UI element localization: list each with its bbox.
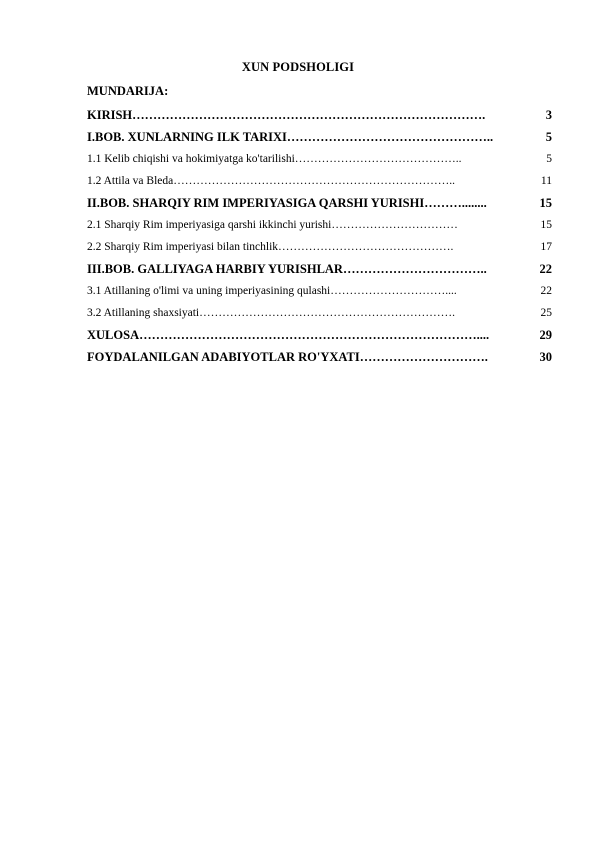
toc-page-number: 11 [540, 175, 552, 187]
toc-leader-dots: ………........ [424, 196, 487, 210]
toc-entry-text: 2.2 Sharqiy Rim imperiyasi bilan tinchlik [87, 241, 279, 253]
toc-leader-dots: ……………………………………………………………….. [173, 175, 455, 187]
toc-entry-text: XULOSA [87, 328, 140, 342]
toc-leader-dots: ………………………………………….. [286, 130, 494, 144]
toc-entry-text: I.BOB. XUNLARNING ILK TARIXI [87, 130, 287, 144]
toc-page-number: 22 [539, 262, 552, 276]
toc-leader-dots: …………………………. [359, 350, 488, 364]
toc-entry-kirish [87, 104, 552, 126]
toc-page-number: 29 [539, 328, 552, 342]
toc-entry-section-2-1 [87, 214, 552, 236]
toc-page-number: 17 [540, 241, 552, 253]
toc-page-number: 30 [539, 350, 552, 364]
toc-leader-dots: ………………………….... [330, 285, 457, 297]
toc-entry-text: 1.1 Kelib chiqishi va hokimiyatga ko'tarilishi [87, 153, 295, 165]
toc-leader-dots: ……………………………………………………………………….... [139, 328, 490, 342]
toc-entry-text: 1.2 Attila va Bleda [87, 175, 174, 187]
toc-entry-section-2-2 [87, 236, 552, 258]
document-title: XUN PODSHOLIGI [241, 60, 355, 74]
toc-page-number: 5 [545, 130, 552, 144]
toc-leader-dots: …………………………………………………………………………. [132, 108, 486, 122]
toc-entry-text: KIRISH [87, 108, 133, 122]
table-of-contents [87, 104, 552, 368]
toc-entry-section-3-2 [87, 302, 552, 324]
toc-page-number: 15 [540, 219, 552, 231]
toc-entry-section-1-1 [87, 148, 552, 170]
toc-entry-text: 3.1 Atillaning o'limi va uning imperiyasining qulashi [87, 285, 331, 297]
toc-leader-dots: ………………………………………. [278, 241, 454, 253]
toc-entry-references [87, 346, 552, 368]
toc-entry-section-1-2 [87, 170, 552, 192]
toc-entry-text: 3.2 Atillaning shaxsiyati [87, 307, 200, 319]
toc-page-number: 15 [539, 196, 552, 210]
toc-leader-dots: …………………………… [331, 219, 458, 231]
toc-leader-dots: …………………………….. [342, 262, 487, 276]
toc-page-number: 3 [545, 108, 552, 122]
toc-entry-section-3-1 [87, 280, 552, 302]
toc-heading: MUNDARIJA: [87, 84, 169, 98]
toc-entry-text: FOYDALANILGAN ADABIYOTLAR RO'YXATI [87, 350, 360, 364]
toc-entry-xulosa [87, 324, 552, 346]
toc-entry-chapter-3 [87, 258, 552, 280]
toc-entry-text: 2.1 Sharqiy Rim imperiyasiga qarshi ikkinchi yurishi [87, 219, 332, 231]
toc-entry-text: II.BOB. SHARQIY RIM IMPERIYASIGA QARSHI YURISHI [87, 196, 425, 210]
toc-entry-chapter-1 [87, 126, 552, 148]
toc-page-number: 25 [540, 307, 552, 319]
toc-entry-chapter-2 [87, 192, 552, 214]
toc-leader-dots: …………………………………………………………. [199, 307, 455, 319]
toc-leader-dots: …………………………………….. [294, 153, 462, 165]
toc-page-number: 5 [546, 153, 552, 165]
toc-entry-text: III.BOB. GALLIYAGA HARBIY YURISHLAR [87, 262, 343, 276]
toc-page-number: 22 [540, 285, 552, 297]
